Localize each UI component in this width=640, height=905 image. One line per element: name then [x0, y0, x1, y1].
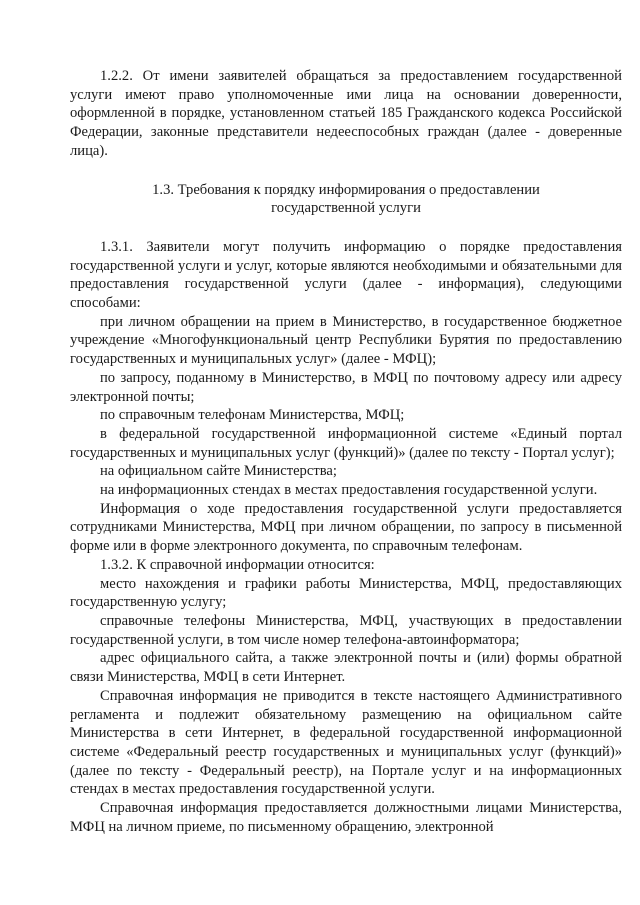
paragraph-1-2-2: 1.2.2. От имени заявителей обращаться за предоставлением государственной услуги имеют право уполномоченные ими лица на основании доверенности, оформленной в порядке, установленном статьей 185 Гражданского кодекса Российской Федерации, законные представители недееспособных граждан (далее - доверенные лица).	[70, 68, 622, 159]
list-item-stands: на информационных стендах в местах предоставления государственной услуги.	[100, 482, 598, 499]
list-item-reference-phones: справочные телефоны Министерства, МФЦ, участвующих в предоставлении государственной услуги, в том числе номер телефона-автоинформатора;	[70, 612, 622, 648]
list-item-website-email: адрес официального сайта, а также электронной почты и (или) формы обратной связи Министерства, МФЦ в сети Интернет.	[70, 650, 622, 686]
paragraph-1-3-1: 1.3.1. Заявители могут получить информацию о порядке предоставления государственной услуги и услуг, которые являются необходимыми и обязательными для предоставления государственной услуги (далее - информация), следующими способами:	[70, 238, 622, 312]
list-item-phones: по справочным телефонам Министерства, МФЦ;	[100, 407, 405, 424]
list-item-portal: в федеральной государственной информационной системе «Единый портал государственных и муниципальных услуг (функций)» (далее по тексту - Портал услуг);	[70, 425, 622, 461]
list-item-request: по запросу, поданному в Министерство, в МФЦ по почтовому адресу или адресу электронной почты;	[70, 369, 622, 405]
list-item-website: на официальном сайте Министерства;	[100, 463, 337, 480]
list-item-location: место нахождения и графики работы Министерства, МФЦ, предоставляющих государственную услугу;	[70, 575, 622, 611]
paragraph-ref-provided: Справочная информация предоставляется должностными лицами Министерства, МФЦ на личном приеме, по письменному обращению, электронной	[70, 800, 622, 835]
list-item-personal-visit: при личном обращении на прием в Министерство, в государственное бюджетное учреждение «Многофункциональный центр Республики Бурятия по предоставлению государственных и муниципальных услуг» (далее - МФЦ);	[70, 313, 622, 368]
paragraph-ref-not-cited: Справочная информация не приводится в тексте настоящего Административного регламента и подлежит обязательному размещению на официальном сайте Министерства в сети Интернет, в федеральной государственной информационной системе «Федеральный реестр государственных и муниципальных услуг (функций)» (далее по тексту - Федеральный реестр), на Портале услуг и на информационных стендах в местах предоставления государственной услуги.	[70, 687, 622, 798]
paragraph-1-3-2: 1.3.2. К справочной информации относится:	[100, 556, 375, 573]
paragraph-info-progress: Информация о ходе предоставления государственной услуги предоставляется сотрудниками Министерства, МФЦ при личном обращении, по запросу в письменной форме или в форме электронного документа, по справочным телефонам.	[70, 500, 622, 555]
section-heading-1-3: 1.3. Требования к порядку информирования о предоставлении государственной услуги	[152, 181, 540, 217]
document-body	[70, 67, 622, 836]
